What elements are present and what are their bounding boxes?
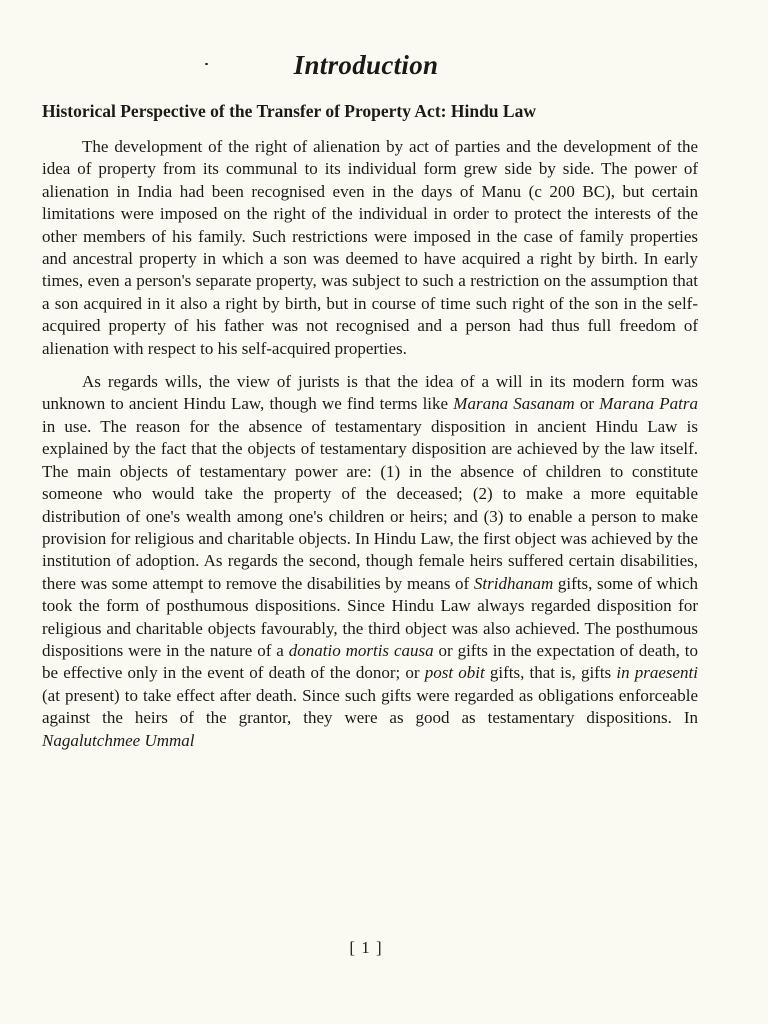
text-run: gifts, that is, gifts (484, 663, 617, 683)
italic-term: donatio mortis causa (288, 640, 434, 660)
text-run: in use. The reason for the absence of testamentary disposition in ancient Hindu Law is explained by the fact that the objects of testamentary disposition are achieved by the law itself. The main objects of testamentary power are: (1) in the absence of children to constitute someone who would take the property of the deceased; (2) to make a more equitable distribution of one's wealth among one's children or heirs; and (3) to enable a person to make provision for religious and charitable objects. In Hindu Law, the first object was achieved by the institution of adoption. As regards the second, though female heirs suffered certain disabilities, there was some attempt to remove the disabilities by means of (42, 416, 698, 593)
text-run: or (574, 394, 600, 414)
page-title: Introduction (293, 50, 439, 80)
paragraph-2 (42, 371, 698, 752)
italic-term: Nagalutchmee Ummal (42, 730, 195, 750)
text-run: As regards wills, the view of jurists is that the idea of a will in its modern form was unknown to ancient Hindu Law, though we find terms like (42, 372, 698, 414)
text-run: or gifts in the expectation of death, to be effective only in the event of death of the donor; or (42, 640, 698, 683)
text-run: (at present) to take effect after death. Since such gifts were regarded as obligations enforceable against the heirs of the grantor, they were as good as testamentary dispositions. In (42, 685, 698, 728)
italic-term: Stridhanam (473, 573, 554, 593)
text-run: gifts, some of which took the form of posthumous dispositions. Since Hindu Law always regarded disposition for religious and charitable objects favourably, the third object was also achieved. The posthumous dispositions were in the nature of a (42, 573, 698, 660)
paragraph-1: The development of the right of alienation by act of parties and the development of the idea of property from its communal to its individual form grew side by side. The power of alienation in India had been recognised even in the days of Manu (c 200 BC), but certain limitations were imposed on the right of the individual in order to protect the interests of the other members of his family. Such restrictions were imposed in the case of family properties and ancestral property in which a son was deemed to have acquired a right by birth. In early times, even a person's separate property, was subject to such a restriction on the assumption that a son acquired in it also a right by birth, but in course of time such right of the son in the self-acquired property of his father was not recognised and a person had thus full freedom of alienation with respect to his self-acquired properties. (42, 137, 698, 358)
italic-term: Marana Patra (599, 394, 699, 414)
section-heading: Historical Perspective of the Transfer of Property Act: Hindu Law (42, 101, 536, 121)
italic-term: post obit (424, 663, 485, 683)
page-number: [ 1 ] (349, 938, 383, 957)
italic-term: in praesenti (616, 663, 699, 683)
body-text (42, 136, 698, 752)
italic-term: Marana Sasanam (453, 394, 575, 414)
